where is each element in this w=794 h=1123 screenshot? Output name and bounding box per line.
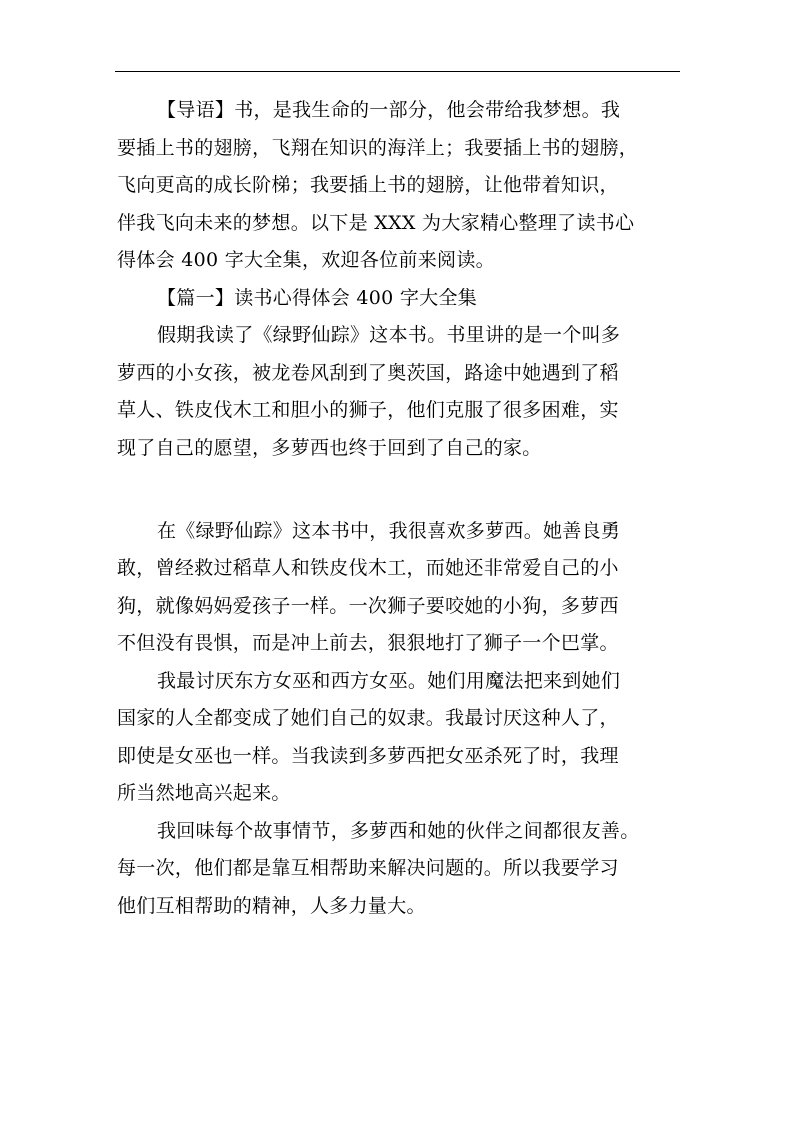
- text-line: 伴我飞向未来的梦想。以下是 XXX 为大家精心整理了读书心: [117, 211, 635, 234]
- text-line: 飞向更高的成长阶梯；我要插上书的翅膀，让他带着知识，: [117, 174, 619, 196]
- text-line: 我最讨厌东方女巫和西方女巫。她们用魔法把来到她们: [157, 669, 621, 692]
- section-heading: [117, 280, 679, 318]
- header-rule: [115, 71, 680, 72]
- text-line: 现了自己的愿望，多萝西也终于回到了自己的家。: [117, 436, 542, 459]
- text-line: 假期我读了《绿野仙踪》这本书。书里讲的是一个叫多: [157, 324, 621, 346]
- text-line: 萝西的小女孩，被龙卷风刮到了奥茨国，路途中她遇到了稻: [117, 361, 619, 384]
- text-line: 敢，曾经救过稻草人和铁皮伐木工，而她还非常爱自己的小: [117, 557, 619, 579]
- body-paragraph: [117, 513, 679, 663]
- body-paragraph: [117, 317, 679, 467]
- text-line: 每一次，他们都是靠互相帮助来解决问题的。所以我要学习: [117, 857, 619, 879]
- document-body: [117, 92, 679, 925]
- blank-line: [117, 467, 679, 505]
- text-line: 狗，就像妈妈爱孩子一样。一次狮子要咬她的小狗，多萝西: [117, 594, 619, 617]
- text-line: 草人、铁皮伐木工和胆小的狮子，他们克服了很多困难，实: [117, 399, 619, 421]
- text-line: 不但没有畏惧，而是冲上前去，狠狠地打了狮子一个巴掌。: [117, 632, 619, 654]
- text-line: 他们互相帮助的精神，人多力量大。: [117, 894, 426, 917]
- text-line: 即使是女巫也一样。当我读到多萝西把女巫杀死了时，我理: [117, 744, 619, 767]
- body-paragraph: [117, 813, 679, 926]
- text-line: 得体会 400 字大全集，欢迎各位前来阅读。: [117, 249, 495, 271]
- intro-paragraph: [117, 92, 679, 280]
- text-line: 我回味每个故事情节，多萝西和她的伙伴之间都很友善。: [157, 819, 640, 842]
- text-line: 要插上书的翅膀，飞翔在知识的海洋上；我要插上书的翅膀，: [117, 136, 639, 159]
- text-line: 在《绿野仙踪》这本书中，我很喜欢多萝西。她善良勇: [157, 519, 621, 542]
- spacer: [117, 505, 679, 513]
- text-line: 所当然地高兴起来。: [117, 782, 291, 804]
- text-line: 【导语】书，是我生命的一部分，他会带给我梦想。我: [157, 99, 621, 121]
- body-paragraph: [117, 663, 679, 813]
- section-title: 【篇一】读书心得体会 400 字大全集: [157, 286, 478, 309]
- text-line: 国家的人全都变成了她们自己的奴隶。我最讨厌这种人了，: [117, 707, 619, 729]
